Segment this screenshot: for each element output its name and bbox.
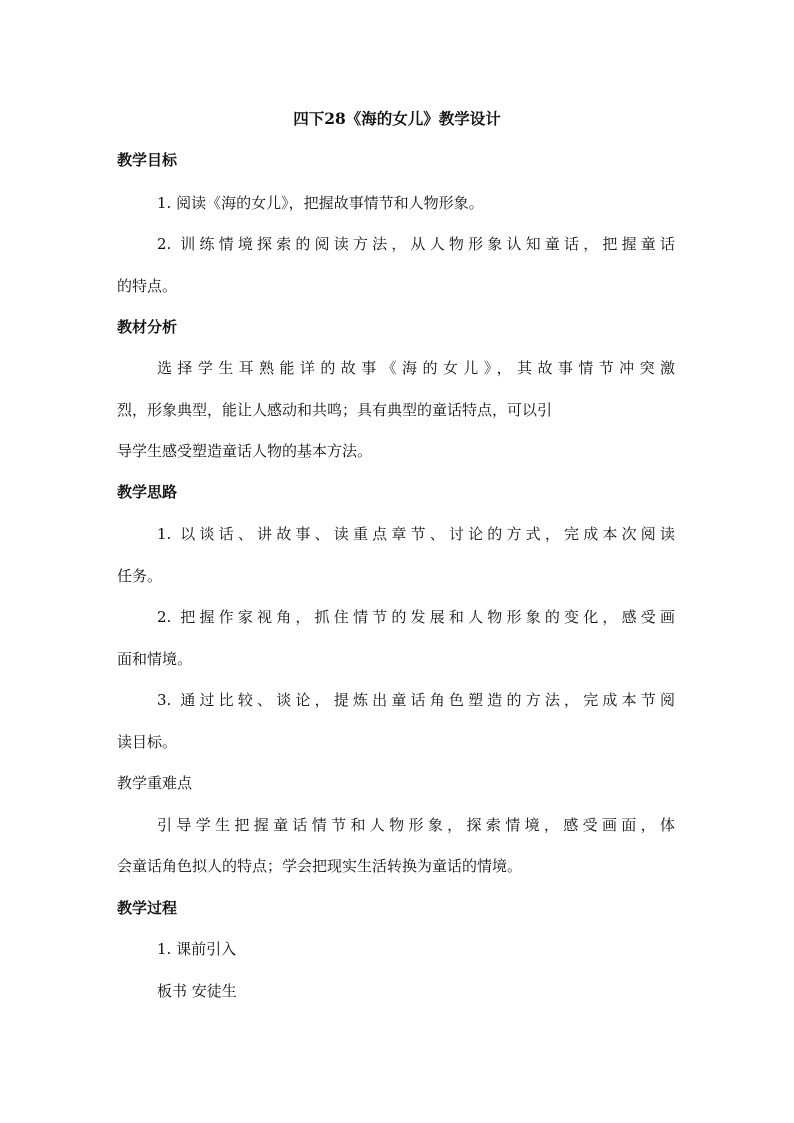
approach-item-3-line-1: 3. 通过比较、谈论，提炼出童话角色塑造的方法，完成本节阅 [157, 691, 675, 709]
objectives-item-2-line-2: 的特点。 [117, 277, 178, 295]
approach-item-2-line-1: 2. 把握作家视角，抓住情节的发展和人物形象的变化，感受画 [157, 608, 675, 626]
section-heading-key-points: 教学重难点 [117, 774, 193, 792]
document-title: 四下28《海的女儿》教学设计 [293, 109, 501, 128]
key-points-line-1: 引导学生把握童话情节和人物形象，探索情境，感受画面，体 [157, 816, 675, 834]
process-item-1: 1. 课前引入 [157, 940, 237, 958]
section-heading-analysis: 教材分析 [117, 318, 178, 336]
objectives-item-2-line-1: 2. 训练情境探索的阅读方法，从人物形象认知童话，把握童话 [157, 235, 675, 253]
section-heading-approach: 教学思路 [117, 483, 178, 501]
analysis-line-1: 选择学生耳熟能详的故事《海的女儿》，其故事情节冲突激 [157, 359, 675, 377]
approach-item-3-line-2: 读目标。 [117, 733, 178, 751]
approach-item-1-line-1: 1. 以谈话、讲故事、读重点章节、讨论的方式，完成本次阅读 [157, 525, 675, 543]
approach-item-2-line-2: 面和情境。 [117, 650, 193, 668]
objectives-item-1: 1. 阅读《海的女儿》，把握故事情节和人物形象。 [157, 194, 484, 212]
key-points-line-2: 会童话角色拟人的特点；学会把现实生活转换为童话的情境。 [117, 857, 523, 875]
analysis-line-3: 导学生感受塑造童话人物的基本方法。 [117, 442, 373, 460]
process-item-2: 板书 安徒生 [157, 982, 237, 1000]
section-heading-objectives: 教学目标 [117, 151, 178, 169]
section-heading-process: 教学过程 [117, 899, 178, 917]
approach-item-1-line-2: 任务。 [117, 567, 163, 585]
analysis-line-2: 烈，形象典型，能让人感动和共鸣；具有典型的童话特点，可以引 [117, 401, 553, 419]
